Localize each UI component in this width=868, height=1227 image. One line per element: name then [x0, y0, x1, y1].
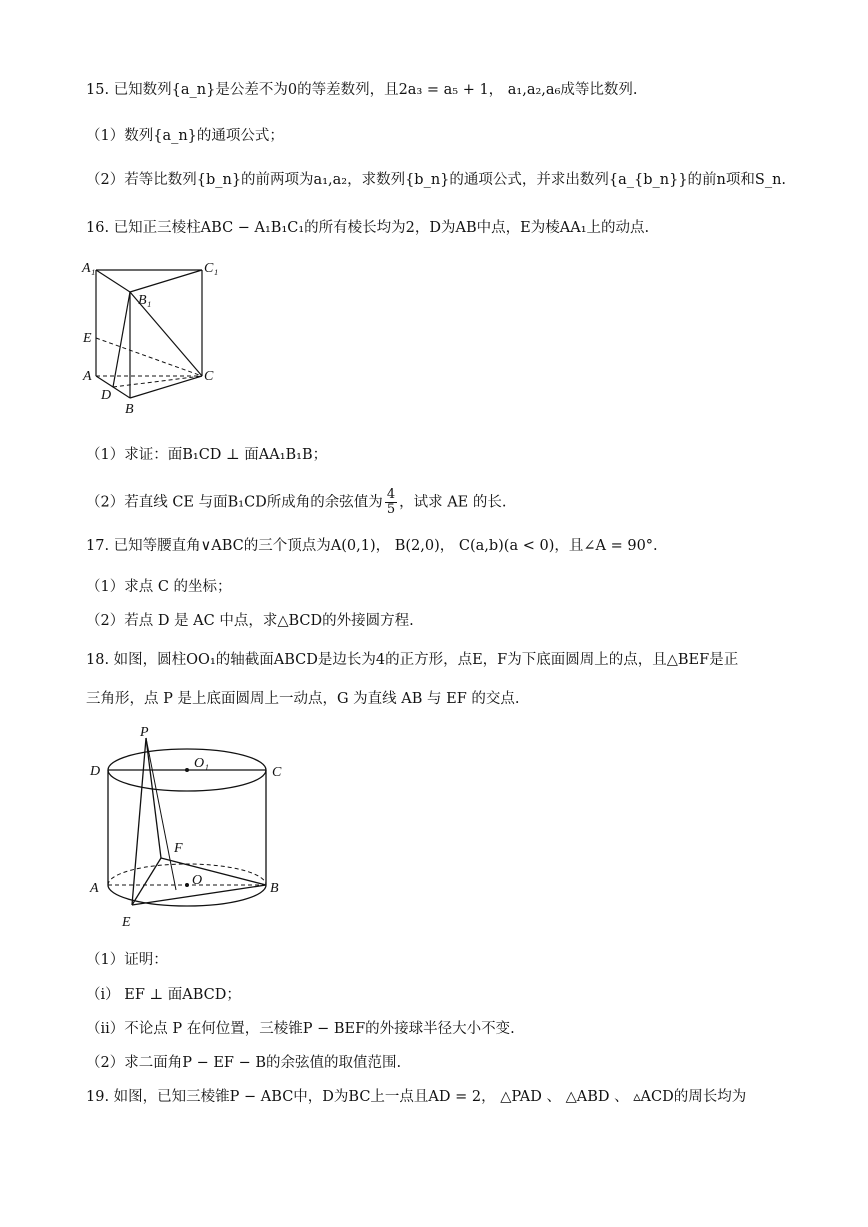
- fraction-numerator: 4: [386, 487, 396, 502]
- q18-part1-ii: （ii）不论点 P 在何位置，三棱锥P − BEF的外接球半径大小不变.: [86, 1021, 515, 1037]
- label-A1: A₁: [82, 261, 96, 276]
- label-C: C: [204, 369, 214, 384]
- q19-line1: 19. 如图，已知三棱锥P − ABC中，D为BC上一点且AD = 2， △PAD 、 △ABD 、 ▵ACD的周长均为: [86, 1089, 747, 1105]
- q15-line1: 15. 已知数列{a_n}是公差不为0的等差数列，且2a₃ = a₅ + 1， a₁,a₂,a₆成等比数列.: [86, 82, 638, 98]
- label-O: O: [192, 873, 203, 888]
- center-O1-dot: [185, 768, 189, 772]
- label-O1: O₁: [194, 756, 209, 771]
- label-B1: B₁: [138, 293, 152, 308]
- fraction: [385, 488, 397, 517]
- label-P: P: [140, 725, 149, 740]
- label-B: B: [270, 881, 279, 896]
- center-O-dot: [185, 883, 189, 887]
- q16-part2-text-a: （2）若直线 CE 与面B₁CD所成角的余弦值为: [86, 494, 383, 511]
- label-D: D: [90, 764, 101, 779]
- label-D: D: [101, 388, 112, 403]
- q18-part2: （2）求二面角P − EF − B的余弦值的取值范围.: [86, 1055, 402, 1071]
- q18-part1: （1）证明：: [86, 952, 168, 968]
- label-E: E: [122, 915, 131, 930]
- fraction-denominator: 5: [386, 502, 396, 517]
- q15-part1: （1）数列{a_n}的通项公式；: [86, 128, 284, 144]
- q18-part1-i: （i） EF ⊥ 面ABCD；: [86, 987, 241, 1003]
- label-E: E: [83, 331, 92, 346]
- label-C: C: [272, 765, 282, 780]
- q16-part1: （1）求证：面B₁CD ⊥ 面AA₁B₁B；: [86, 447, 328, 463]
- label-C1: C₁: [204, 261, 219, 276]
- q18-line1: 18. 如图，圆柱OO₁的轴截面ABCD是边长为4的正方形，点E，F为下底面圆周上的点，且△BEF是正: [86, 652, 739, 668]
- label-A: A: [90, 881, 99, 896]
- cylinder-figure: [86, 722, 306, 932]
- q17-line1: 17. 已知等腰直角∨ABC的三个顶点为A(0,1)， B(2,0)， C(a,b)(a < 0)，且∠A = 90°.: [86, 538, 658, 554]
- q17-part2: （2）若点 D 是 AC 中点，求△BCD的外接圆方程.: [86, 613, 414, 629]
- q15-part2: （2）若等比数列{b_n}的前两项为a₁,a₂，求数列{b_n}的通项公式，并求出数列{a_{b_n}}的前n项和S_n.: [86, 172, 787, 188]
- q16-part2-text-b: ，试求 AE 的长.: [399, 494, 507, 511]
- q16-line1: 16. 已知正三棱柱ABC − A₁B₁C₁的所有棱长均为2，D为AB中点，E为棱AA₁上的动点.: [86, 220, 650, 236]
- prism-figure: [80, 256, 240, 416]
- label-F: F: [174, 841, 183, 856]
- label-B: B: [125, 402, 134, 416]
- q16-part2: [86, 488, 506, 517]
- label-A: A: [83, 369, 92, 384]
- q18-line2: 三角形，点 P 是上底面圆周上一动点，G 为直线 AB 与 EF 的交点.: [86, 691, 520, 707]
- q17-part1: （1）求点 C 的坐标；: [86, 579, 232, 595]
